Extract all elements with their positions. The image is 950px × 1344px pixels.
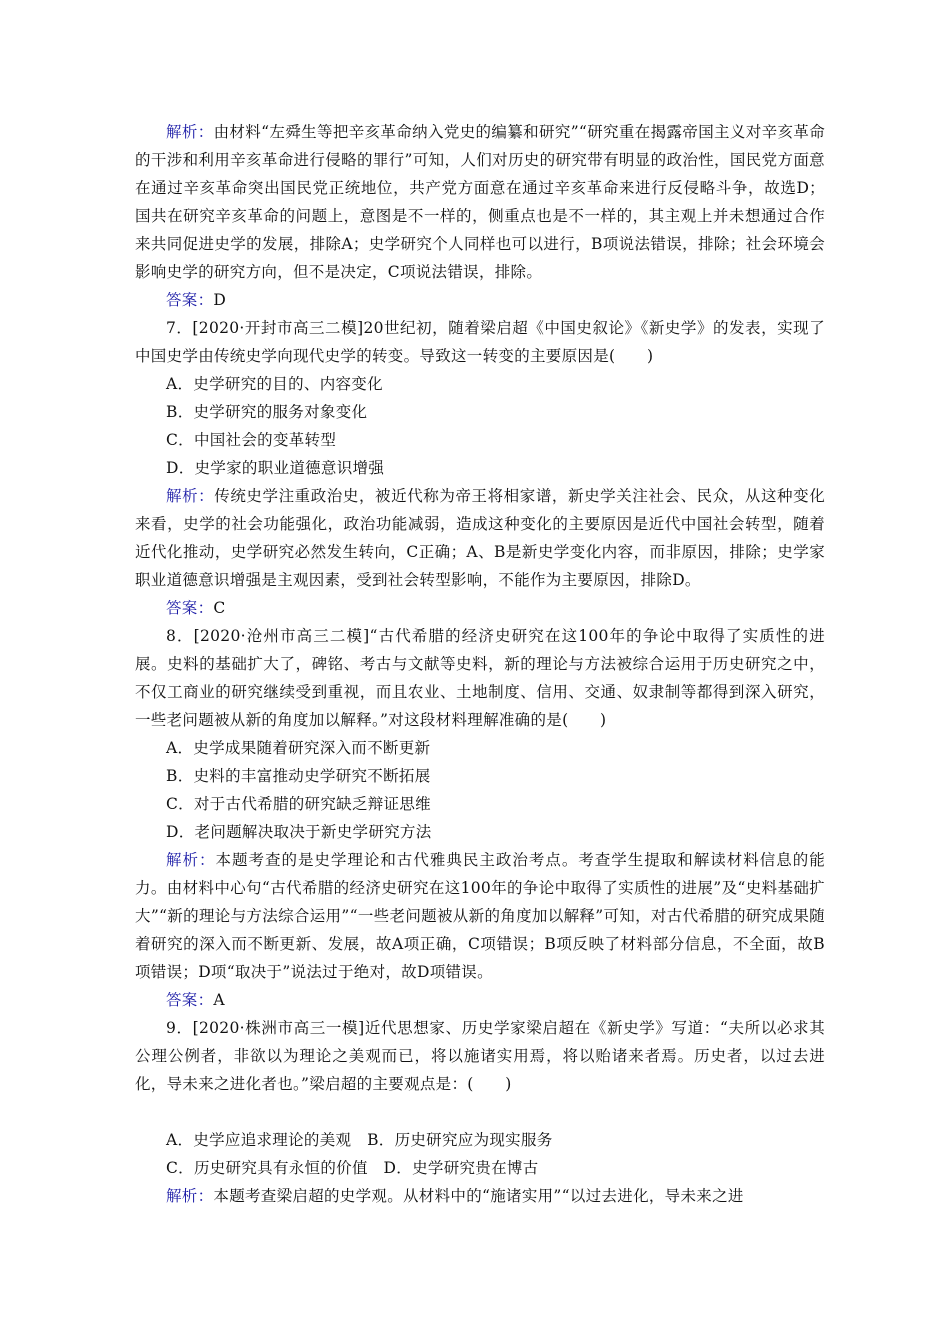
option-row-cd: C．历史研究具有永恒的价值 D．史学研究贵在博古	[166, 1159, 539, 1177]
option-d: D．老问题解决取决于新史学研究方法	[166, 823, 432, 841]
option-c: C．对于古代希腊的研究缺乏辩证思维	[166, 795, 431, 813]
analysis-label: 解析：	[166, 487, 215, 505]
question-stem: 7．[2020·开封市高三二模]20世纪初，随着梁启超《中国史叙论》《新史学》的发表，实现了中国史学由传统史学向现代史学的转变。导致这一转变的主要原因是( )	[135, 319, 825, 365]
analysis-label: 解析：	[166, 1187, 214, 1205]
option-a: A．史学成果随着研究深入而不断更新	[166, 739, 431, 757]
question-stem: 8．[2020·沧州市高三二模]“古代希腊的经济史研究在这100年的争论中取得了实质性的进展。史料的基础扩大了，碑铭、考古与文献等史料，新的理论与方法被综合运用于历史研究之中，不仅工商业的研究继续受到重视，而且农业、土地制度、信用、交通、奴隶制等都得到深入研究，一些老问题被从新的角度加以解释。”对这段材料理解准确的是( )	[135, 627, 825, 729]
answer-line	[135, 286, 825, 314]
analysis-label: 解析：	[166, 123, 214, 141]
document-page	[135, 118, 825, 1210]
answer-label: 答案：	[166, 991, 214, 1009]
analysis-text: 本题考查梁启超的史学观。从材料中的“施诸实用”“以过去进化，导未来之进	[213, 1187, 744, 1205]
answer-label: 答案：	[166, 291, 214, 309]
answer-value: A	[213, 991, 225, 1009]
answer-line	[135, 986, 825, 1014]
question-stem: 9．[2020·株洲市高三一模]近代思想家、历史学家梁启超在《新史学》写道：“夫所以必求其公理公例者，非欲以为理论之美观而已，将以施诸实用焉，将以贻诸来者焉。历史者，以过去进化，导未来之进化者也。”梁启超的主要观点是：( )	[135, 1019, 825, 1093]
analysis-text: 由材料“左舜生等把辛亥革命纳入党史的编纂和研究”“研究重在揭露帝国主义对辛亥革命的干涉和利用辛亥革命进行侵略的罪行”可知，人们对历史的研究带有明显的政治性，国民党方面意在通过辛亥革命突出国民党正统地位，共产党方面意在通过辛亥革命来进行反侵略斗争，故选D；国共在研究辛亥革命的问题上，意图是不一样的，侧重点也是不一样的，其主观上并未想通过合作来共同促进史学的发展，排除A；史学研究个人同样也可以进行，B项说法错误，排除；社会环境会影响史学的研究方向，但不是决定，C项说法错误，排除。	[135, 123, 825, 281]
analysis-paragraph	[135, 118, 825, 286]
blank-gap	[135, 1098, 825, 1126]
answer-label: 答案：	[166, 599, 214, 617]
answer-line	[135, 594, 825, 622]
option-b: B．史学研究的服务对象变化	[166, 403, 368, 421]
analysis-text: 本题考查的是史学理论和古代雅典民主政治考点。考查学生提取和解读材料信息的能力。由材料中心句“古代希腊的经济史研究在这100年的争论中取得了实质性的进展”及“史料基础扩大”“新的理论与方法综合运用”“一些老问题被从新的角度加以解释”可知，对古代希腊的研究成果随着研究的深入而不断更新、发展，故A项正确，C项错误；B项反映了材料部分信息，不全面，故B项错误；D项“取决于”说法过于绝对，故D项错误。	[135, 851, 825, 981]
analysis-paragraph	[135, 482, 825, 594]
option-c: C．中国社会的变革转型	[166, 431, 337, 449]
analysis-text: 传统史学注重政治史，被近代称为帝王将相家谱，新史学关注社会、民众，从这种变化来看，史学的社会功能强化，政治功能减弱，造成这种变化的主要原因是近代中国社会转型，随着近代化推动，史学研究必然发生转向，C正确；A、B是新史学变化内容，而非原因，排除；史学家职业道德意识增强是主观因素，受到社会转型影响，不能作为主要原因，排除D。	[135, 487, 826, 589]
analysis-paragraph	[135, 846, 825, 986]
answer-value: C	[213, 599, 226, 617]
option-d: D．史学家的职业道德意识增强	[166, 459, 385, 477]
analysis-paragraph	[135, 1182, 825, 1210]
option-row-ab: A．史学应追求理论的美观 B．历史研究应为现实服务	[166, 1131, 553, 1149]
option-b: B．史料的丰富推动史学研究不断拓展	[166, 767, 431, 785]
analysis-label: 解析：	[166, 851, 216, 869]
option-a: A．史学研究的目的、内容变化	[166, 375, 383, 393]
answer-value: D	[213, 291, 227, 309]
